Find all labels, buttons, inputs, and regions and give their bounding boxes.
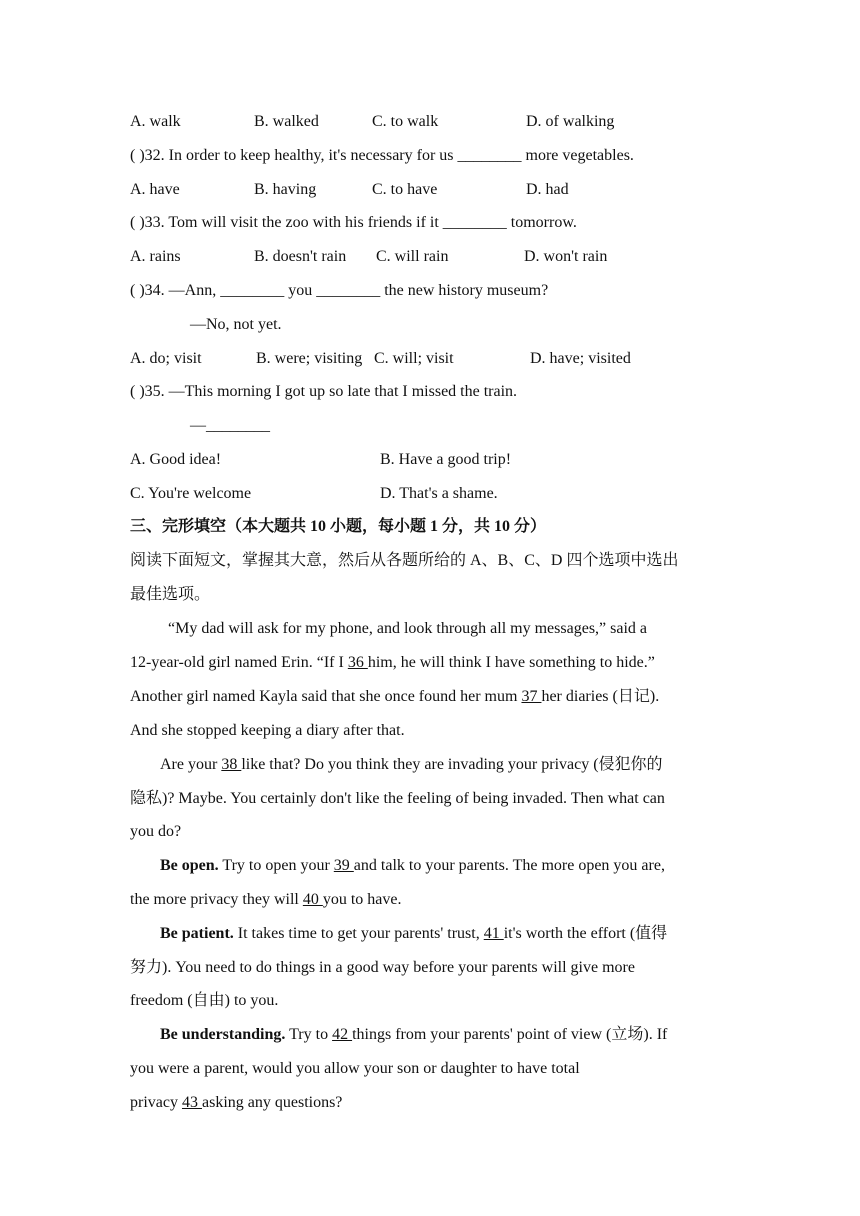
q33-option-b: B. doesn't rain <box>254 248 347 265</box>
passage-text: Try to open your <box>218 857 334 874</box>
q31-option-b: B. walked <box>254 113 319 130</box>
passage-line: 隐私)? Maybe. You certainly don't like the feeling of being invaded. Then what can <box>130 790 665 807</box>
passage-line <box>160 924 667 944</box>
passage-line <box>130 653 655 673</box>
section-instructions-line1: 阅读下面短文，掌握其大意，然后从各题所给的 A、B、C、D 四个选项中选出 <box>130 552 679 569</box>
passage-line: And she stopped keeping a diary after that. <box>130 722 405 739</box>
blank-43: 43 <box>181 1094 202 1111</box>
passage-text: him, he will think I have something to hide.” <box>367 654 655 671</box>
passage-text: privacy <box>130 1094 182 1111</box>
answer-paren: ( ) <box>130 383 145 400</box>
q31-option-d: D. of walking <box>526 113 615 130</box>
q35-option-c: C. You're welcome <box>130 485 252 502</box>
passage-line <box>160 1025 667 1045</box>
passage-text: It takes time to get your parents' trust, <box>233 925 484 942</box>
q33-option-c: C. will rain <box>376 248 449 265</box>
passage-text: her diaries (日记). <box>541 688 660 705</box>
q35-reply: —________ <box>190 417 270 434</box>
blank-36: 36 <box>347 654 368 671</box>
answer-paren: ( ) <box>130 147 145 164</box>
blank-41: 41 <box>483 925 504 942</box>
question-text: 33. Tom will visit the zoo with his friends if it ________ tomorrow. <box>144 214 577 231</box>
passage-text: and talk to your parents. The more open you are, <box>353 857 665 874</box>
tip-heading-understanding: Be understanding. <box>160 1026 286 1043</box>
blank-37: 37 <box>521 688 542 705</box>
passage-text: it's worth the effort (值得 <box>503 925 668 942</box>
passage-line <box>130 890 402 910</box>
q32-option-a: A. have <box>130 181 180 198</box>
q32-option-b: B. having <box>254 181 317 198</box>
q33-option-d: D. won't rain <box>524 248 608 265</box>
blank-42: 42 <box>332 1026 353 1043</box>
question-text: 32. In order to keep healthy, it's necessary for us ________ more vegetables. <box>144 147 634 164</box>
question-33 <box>130 213 577 233</box>
question-32 <box>130 146 634 166</box>
passage-text: Another girl named Kayla said that she once found her mum <box>130 688 522 705</box>
passage-line: 努力). You need to do things in a good way before your parents will give more <box>130 959 635 976</box>
passage-line: you were a parent, would you allow your son or daughter to have total <box>130 1060 580 1077</box>
answer-paren: ( ) <box>130 214 145 231</box>
question-35 <box>130 382 517 402</box>
blank-38: 38 <box>221 756 242 773</box>
tip-heading-patient: Be patient. <box>160 925 234 942</box>
passage-line <box>130 687 659 707</box>
passage-text: like that? Do you think they are invading your privacy (侵犯你的 <box>241 756 663 773</box>
answer-paren: ( ) <box>130 282 145 299</box>
q34-option-b: B. were; visiting <box>256 350 363 367</box>
passage-text: you to have. <box>322 891 402 908</box>
passage-text: things from your parents' point of view (立场). If <box>352 1026 668 1043</box>
passage-line: freedom (自由) to you. <box>130 992 279 1009</box>
question-text: 34. —Ann, ________ you ________ the new history museum? <box>144 282 549 299</box>
q34-reply: —No, not yet. <box>190 316 282 333</box>
blank-39: 39 <box>333 857 354 874</box>
passage-line: you do? <box>130 823 182 840</box>
q35-option-d: D. That's a shame. <box>380 485 498 502</box>
q34-option-d: D. have; visited <box>530 350 631 367</box>
section-instructions-line2: 最佳选项。 <box>130 586 211 603</box>
q32-option-c: C. to have <box>372 181 438 198</box>
q34-option-c: C. will; visit <box>374 350 454 367</box>
passage-line <box>160 755 663 775</box>
q34-option-a: A. do; visit <box>130 350 202 367</box>
question-text: 35. —This morning I got up so late that I missed the train. <box>144 383 518 400</box>
passage-line <box>160 856 665 876</box>
passage-text: asking any questions? <box>201 1094 343 1111</box>
passage-text: 12-year-old girl named Erin. “If I <box>130 654 348 671</box>
passage-line <box>130 1093 342 1113</box>
passage-text: Try to <box>285 1026 333 1043</box>
q35-option-a: A. Good idea! <box>130 451 222 468</box>
blank-40: 40 <box>302 891 323 908</box>
q32-option-d: D. had <box>526 181 569 198</box>
passage-text: the more privacy they will <box>130 891 303 908</box>
tip-heading-open: Be open. <box>160 857 219 874</box>
q31-option-c: C. to walk <box>372 113 439 130</box>
section-heading: 三、完形填空（本大题共 10 小题，每小题 1 分，共 10 分） <box>130 518 547 535</box>
q35-option-b: B. Have a good trip! <box>380 451 512 468</box>
passage-line: “My dad will ask for my phone, and look through all my messages,” said a <box>168 620 648 637</box>
passage-text: Are your <box>160 756 222 773</box>
q33-option-a: A. rains <box>130 248 181 265</box>
q31-option-a: A. walk <box>130 113 181 130</box>
question-34 <box>130 281 548 301</box>
